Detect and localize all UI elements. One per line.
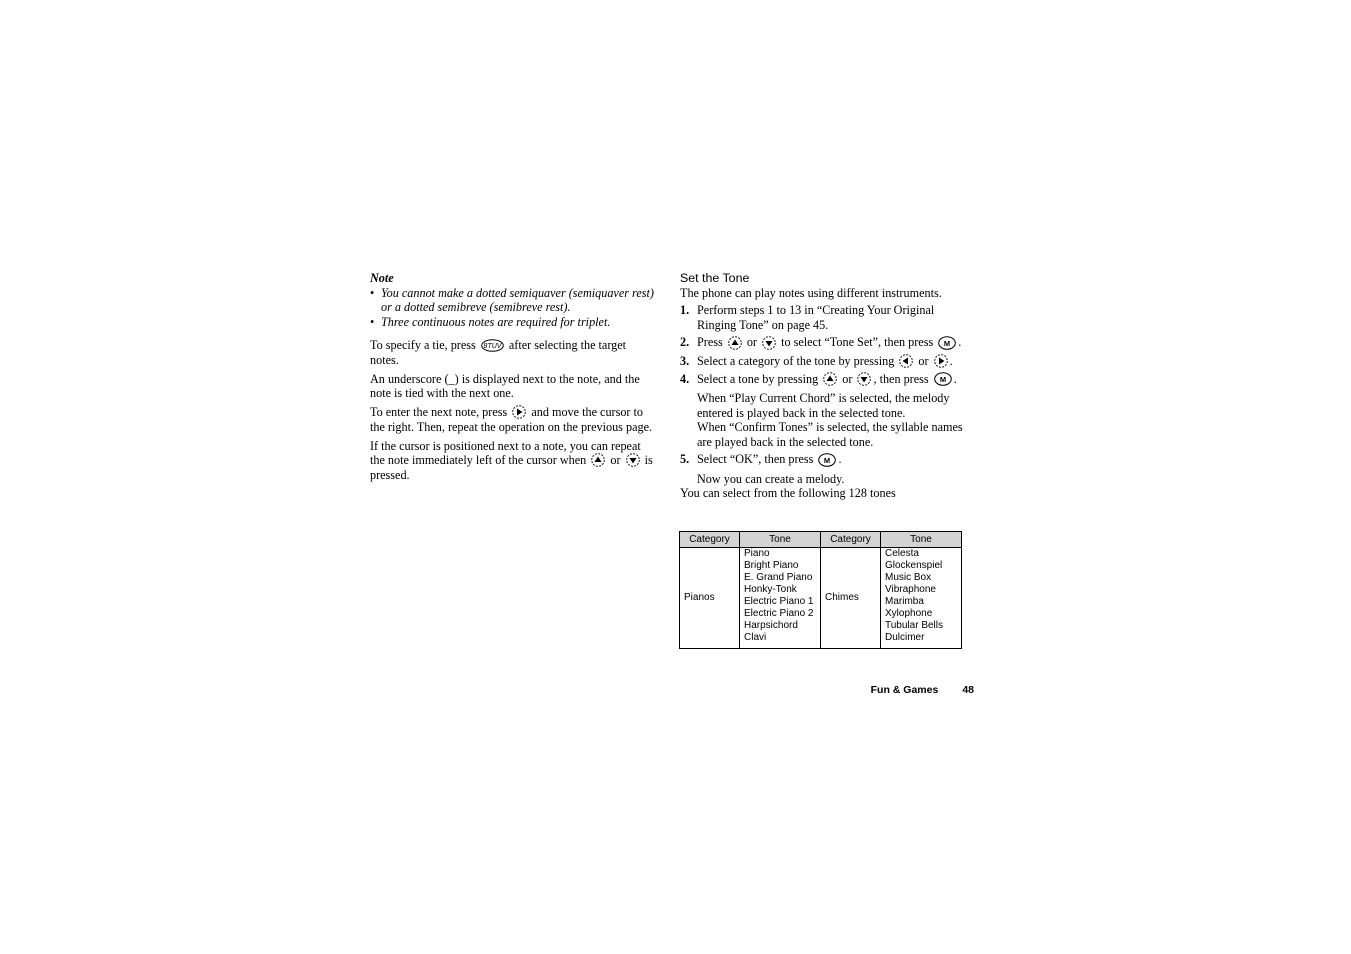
table-row — [680, 548, 962, 649]
table-header: Category — [680, 532, 740, 548]
page-footer — [820, 684, 974, 696]
nav-up-key-icon — [591, 453, 605, 467]
nav-up-key-icon — [728, 336, 742, 350]
left-column — [370, 271, 654, 483]
tone-item: Honky-Tonk — [744, 584, 797, 595]
nav-down-key-icon — [857, 372, 871, 386]
tone-item: Music Box — [885, 572, 932, 583]
tie-paragraph: To specify a tie, press 8TUV after selecting the target notes. — [370, 338, 627, 368]
note-list — [370, 286, 654, 330]
outro-paragraph: You can select from the following 128 tones — [680, 486, 896, 501]
table-header: Tone — [881, 532, 962, 548]
menu-key-label: M — [824, 455, 831, 465]
key-8-label: 8TUV — [483, 343, 502, 351]
page-number: 48 — [962, 684, 974, 696]
tone-item: Piano — [744, 548, 770, 559]
tone-item: Xylophone — [885, 608, 933, 619]
nav-up-key-icon — [823, 372, 837, 386]
note-item: • Three continuous notes are required for triplet. — [370, 315, 654, 330]
tone-item: Glockenspiel — [885, 560, 943, 571]
note-item: • You cannot make a dotted semiquaver (semiquaver rest) or a dotted semibreve (semibreve rest). — [370, 286, 654, 315]
table-header: Tone — [740, 532, 821, 548]
section-title: Set the Tone — [680, 271, 750, 285]
step-4: 4. Select a tone by pressing or , then press M . When “Play Current Chord” is selected, the melody entered is played back in the selected tone. When “Confirm Tones” is selected, the syllable names are played back in the selected tone. — [680, 372, 970, 450]
menu-key-icon — [934, 372, 952, 386]
step-2: 2. Press or to select “Tone Set”, then press M . — [680, 335, 962, 350]
menu-key-label: M — [944, 338, 951, 348]
tone-item: E. Grand Piano — [744, 572, 813, 583]
step-5: 5. Select “OK”, then press M . Now you can create a melody. — [680, 452, 970, 486]
nav-down-key-icon — [626, 453, 640, 467]
tone-item: Clavi — [744, 632, 767, 643]
tone-item: Vibraphone — [885, 584, 936, 595]
tones-table — [679, 531, 962, 649]
menu-key-icon — [938, 336, 956, 350]
intro-paragraph: The phone can play notes using different instruments. — [680, 285, 942, 300]
footer-section-name: Fun & Games — [870, 684, 939, 696]
nav-right-key-icon — [934, 354, 948, 368]
key-8-icon — [481, 339, 504, 352]
underscore-paragraph: An underscore (_) is displayed next to the note, and the note is tied with the next one. — [370, 371, 640, 401]
menu-key-label: M — [939, 374, 946, 384]
step-4-note-confirm: When “Confirm Tones” is selected, the syllable names are played back in the selected tone. — [697, 420, 963, 449]
step-4-note-play: When “Play Current Chord” is selected, the melody entered is played back in the selected tone. — [697, 390, 950, 420]
nav-left-key-icon — [899, 354, 913, 368]
menu-key-icon — [818, 453, 836, 467]
steps-list — [680, 303, 970, 486]
table-header-row — [680, 532, 962, 548]
tone-list-cell — [881, 548, 962, 649]
tone-item: Electric Piano 1 — [744, 596, 814, 607]
tone-item: Electric Piano 2 — [744, 608, 814, 619]
category-cell: Chimes — [821, 548, 881, 649]
category-cell: Pianos — [680, 548, 740, 649]
right-column — [680, 271, 970, 501]
tone-item: Tubular Bells — [885, 620, 943, 631]
repeat-paragraph: If the cursor is positioned next to a note, you can repeat the note immediately left of the cursor when or is pressed. — [370, 438, 653, 483]
step-3: 3. Select a category of the tone by pressing or . — [680, 353, 953, 368]
nav-right-key-icon — [512, 405, 526, 419]
tone-item: Marimba — [885, 596, 924, 607]
next-note-paragraph: To enter the next note, press and move the cursor to the right. Then, repeat the operation on the previous page. — [370, 404, 653, 435]
tone-item: Harpsichord — [744, 620, 798, 631]
note-title: Note — [370, 271, 394, 285]
tone-list-cell — [740, 548, 821, 649]
table-header: Category — [821, 532, 881, 548]
tone-item: Dulcimer — [885, 632, 925, 643]
tone-item: Bright Piano — [744, 560, 799, 571]
tone-item: Celesta — [885, 548, 919, 559]
nav-down-key-icon — [762, 336, 776, 350]
step-1: 1. Perform steps 1 to 13 in “Creating Your Original Ringing Tone” on page 45. — [680, 303, 935, 332]
step-5-note: Now you can create a melody. — [697, 471, 845, 486]
